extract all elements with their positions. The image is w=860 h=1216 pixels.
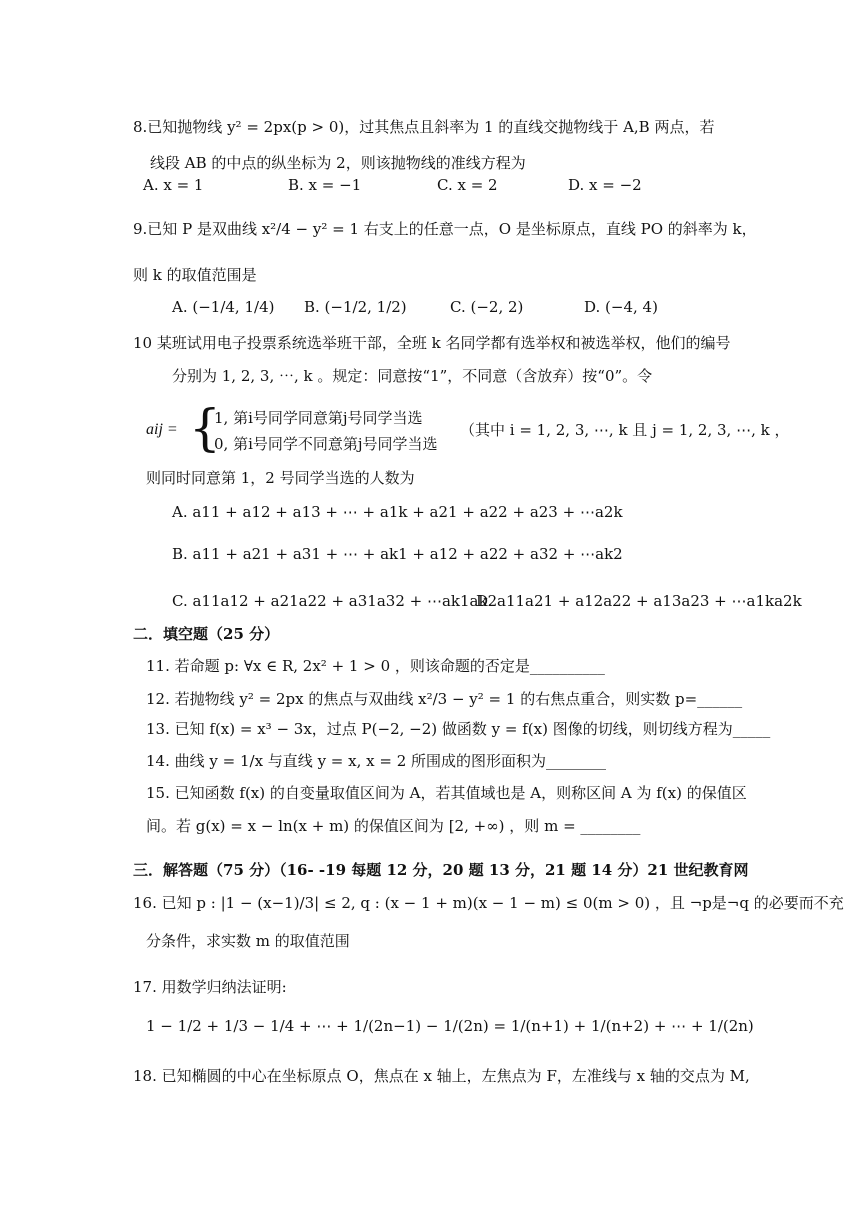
q9-line1: 9.已知 P 是双曲线 x²/4 − y² = 1 右支上的任意一点，O 是坐标原点，直线 PO 的斜率为 k， bbox=[133, 220, 757, 238]
q10-option-c: C. a11a12 + a21a22 + a31a32 + ⋯ak1ak2 bbox=[172, 592, 498, 610]
q10-line2: 分别为 1, 2, 3, ⋯, k 。规定：同意按“1”，不同意（含放弃）按“0”。令 bbox=[172, 367, 653, 385]
section3-title: 三．解答题（75 分）（16- -19 每题 12 分，20 题 13 分，21 题 14 分）21 世纪教育网 bbox=[133, 861, 749, 879]
q12: 12. 若抛物线 y² = 2px 的焦点与双曲线 x²/3 − y² = 1 的右焦点重合，则实数 p=______ bbox=[146, 690, 743, 708]
q8-option-b: B. x = −1 bbox=[288, 176, 362, 194]
q16-line1: 16. 已知 p : |1 − (x−1)/3| ≤ 2, q : (x − 1 + m)(x − 1 − m) ≤ 0(m > 0) ，且 ¬p是¬q 的必要而不充 bbox=[133, 894, 844, 912]
q15-line1: 15. 已知函数 f(x) 的自变量取值区间为 A，若其值域也是 A，则称区间 A 为 f(x) 的保值区 bbox=[146, 784, 747, 802]
q10-line4: 则同时同意第 1，2 号同学当选的人数为 bbox=[146, 469, 415, 487]
q15-line2: 间。若 g(x) = x − ln(x + m) 的保值区间为 [2, +∞) ，则 m = ________ bbox=[146, 817, 641, 835]
q18-line1: 18. 已知椭圆的中心在坐标原点 O，焦点在 x 轴上，左焦点为 F，左准线与 x 轴的交点为 M, bbox=[133, 1067, 750, 1085]
q8-option-a: A. x = 1 bbox=[143, 176, 204, 194]
aij-lhs: aij = bbox=[146, 421, 178, 438]
q10-line1: 10 某班试用电子投票系统选举班干部，全班 k 名同学都有选举权和被选举权，他们的编号 bbox=[133, 334, 731, 352]
q16-line2: 分条件，求实数 m 的取值范围 bbox=[146, 932, 350, 950]
aij-condition: （其中 i = 1, 2, 3, ⋯, k 且 j = 1, 2, 3, ⋯, k ， bbox=[460, 421, 790, 439]
q14: 14. 曲线 y = 1/x 与直线 y = x, x = 2 所围成的图形面积为________ bbox=[146, 752, 607, 770]
q8-option-c: C. x = 2 bbox=[437, 176, 498, 194]
q8-line1: 8.已知抛物线 y² = 2px(p > 0)，过其焦点且斜率为 1 的直线交抛物线于 A,B 两点，若 bbox=[133, 118, 715, 136]
aij-case-2: 0, 第i号同学不同意第j号同学当选 bbox=[214, 435, 438, 453]
q17-equation: 1 − 1/2 + 1/3 − 1/4 + ⋯ + 1/(2n−1) − 1/(2n) = 1/(n+1) + 1/(n+2) + ⋯ + 1/(2n) bbox=[146, 1017, 754, 1035]
q11: 11. 若命题 p: ∀x ∈ R, 2x² + 1 > 0 ，则该命题的否定是__________ bbox=[146, 657, 605, 675]
q9-option-a: A. (−1/4, 1/4) bbox=[172, 298, 275, 316]
q13: 13. 已知 f(x) = x³ − 3x，过点 P(−2, −2) 做函数 y = f(x) 图像的切线，则切线方程为_____ bbox=[146, 720, 771, 738]
section2-title: 二．填空题（25 分） bbox=[133, 625, 280, 643]
q8-line2: 线段 AB 的中点的纵坐标为 2，则该抛物线的准线方程为 bbox=[150, 154, 526, 172]
cases-brace: { bbox=[189, 399, 221, 457]
q17-title: 17. 用数学归纳法证明: bbox=[133, 978, 287, 996]
q10-option-a: A. a11 + a12 + a13 + ⋯ + a1k + a21 + a22 + a23 + ⋯a2k bbox=[172, 503, 623, 521]
q9-option-b: B. (−1/2, 1/2) bbox=[304, 298, 407, 316]
q9-option-c: C. (−2, 2) bbox=[450, 298, 524, 316]
q10-option-b: B. a11 + a21 + a31 + ⋯ + ak1 + a12 + a22 + a32 + ⋯ak2 bbox=[172, 545, 623, 563]
q8-option-d: D. x = −2 bbox=[568, 176, 642, 194]
q10-option-d: D. a11a21 + a12a22 + a13a23 + ⋯a1ka2k bbox=[476, 592, 802, 610]
q9-line2: 则 k 的取值范围是 bbox=[133, 266, 257, 284]
q9-option-d: D. (−4, 4) bbox=[584, 298, 658, 316]
aij-case-1: 1, 第i号同学同意第j号同学当选 bbox=[214, 409, 423, 427]
